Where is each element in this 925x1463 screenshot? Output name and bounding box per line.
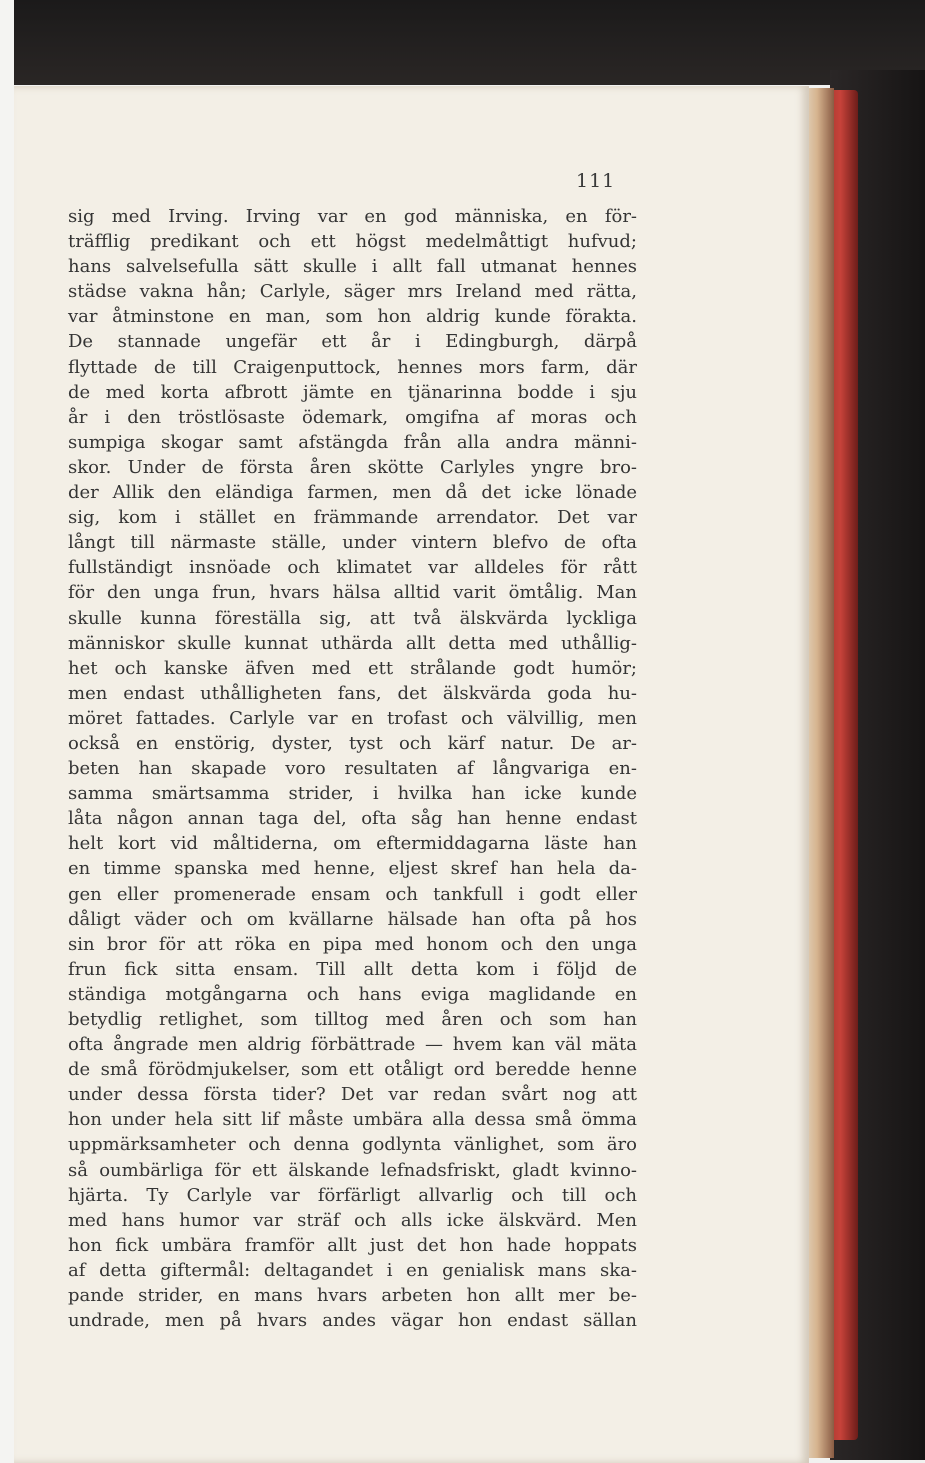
text-line: samma smärtsamma strider, i hvilka han icke kunde — [68, 783, 637, 805]
text-line: skulle kunna föreställa sig, att två älskvärda lyckliga — [68, 607, 637, 629]
text-line: men endast uthålligheten fans, det älskvärda goda hu- — [68, 682, 637, 704]
body-text — [68, 204, 637, 1333]
text-line: människor skulle kunnat uthärda allt detta med uthållig- — [68, 632, 637, 654]
text-line: ofta ångrade men aldrig förbättrade — hvem kan väl mäta — [68, 1034, 637, 1056]
text-line: dåligt väder och om kvällarne hälsade han ofta på hos — [68, 908, 637, 930]
scan-dark-top — [14, 0, 925, 85]
text-line: städse vakna hån; Carlyle, säger mrs Ireland med rätta, — [68, 281, 637, 303]
text-line: var åtminstone en man, som hon aldrig kunde förakta. — [68, 306, 637, 328]
text-line: af detta giftermål: deltagandet i en genialisk mans ska- — [68, 1259, 637, 1281]
text-line: skor. Under de första åren skötte Carlyles yngre bro- — [68, 456, 637, 478]
text-line: hon fick umbära framför allt just det hon hade hoppats — [68, 1234, 637, 1256]
page-number: 111 — [576, 170, 616, 192]
text-line: helt kort vid måltiderna, om eftermiddagarna läste han — [68, 833, 637, 855]
text-line: fullständigt insnöade och klimatet var alldeles för rått — [68, 557, 637, 579]
text-line: långt till närmaste ställe, under vintern blefvo de ofta — [68, 532, 637, 554]
text-line: ständiga motgångarna och hans eviga maglidande en — [68, 983, 637, 1005]
text-line: hjärta. Ty Carlyle var förfärligt allvarlig och till och — [68, 1184, 637, 1206]
text-line: undrade, men på hvars andes vägar hon endast sällan — [68, 1310, 637, 1332]
text-line: sig med Irving. Irving var en god människa, en för- — [68, 206, 637, 227]
text-line: beten han skapade voro resultaten af långvariga en- — [68, 758, 637, 780]
text-line: flyttade de till Craigenputtock, hennes mors farm, där — [68, 356, 637, 378]
text-line: år i den tröstlösaste ödemark, omgifna af moras och — [68, 406, 637, 428]
text-line: träfflig predikant och ett högst medelmåttigt hufvud; — [68, 231, 637, 253]
text-line: under dessa första tider? Det var redan svårt nog att — [68, 1084, 637, 1106]
text-line: för den unga frun, hvars hälsa alltid varit ömtålig. Man — [68, 582, 637, 604]
text-line: het och kanske äfven med ett strålande godt humör; — [68, 657, 637, 679]
text-line: sig, kom i stället en främmande arrendator. Det var — [68, 507, 637, 529]
text-line: frun fick sitta ensam. Till allt detta kom i följd de — [68, 958, 637, 980]
text-line: sumpiga skogar samt afstängda från alla andra männi- — [68, 431, 637, 453]
text-line: gen eller promenerade ensam och tankfull i godt eller — [68, 883, 637, 905]
text-line: med hans humor var sträf och alls icke älskvärd. Men — [68, 1209, 637, 1231]
text-line: hon under hela sitt lif måste umbära alla dessa små ömma — [68, 1109, 637, 1131]
text-line: betydlig retlighet, som tilltog med åren och som han — [68, 1009, 637, 1030]
text-line: der Allik den eländiga farmen, men då det icke lönade — [68, 482, 637, 504]
text-line: de med korta afbrott jämte en tjänarinna bodde i sju — [68, 381, 637, 403]
text-line: så oumbärliga för ett älskande lefnadsfriskt, gladt kvinno- — [68, 1159, 637, 1181]
text-line: pande strider, en mans hvars arbeten hon allt mer be- — [68, 1285, 637, 1307]
text-line: en timme spanska med henne, eljest skref han hela da- — [68, 858, 637, 880]
text-line: också en enstörig, dyster, tyst och kärf natur. De ar- — [68, 732, 637, 754]
text-line: de små förödmjukelser, som ett otåligt ord beredde henne — [68, 1059, 637, 1081]
text-line: uppmärksamheter och denna godlynta vänlighet, som äro — [68, 1134, 637, 1156]
text-line: De stannade ungefär ett år i Edingburgh, därpå — [68, 331, 637, 353]
text-line: låta någon annan taga del, ofta såg han henne endast — [68, 808, 637, 830]
text-line: sin bror för att röka en pipa med honom och den unga — [68, 933, 637, 955]
text-line: möret fattades. Carlyle var en trofast och välvillig, men — [68, 707, 637, 729]
text-line: hans salvelsefulla sätt skulle i allt fall utmanat hennes — [68, 256, 637, 278]
